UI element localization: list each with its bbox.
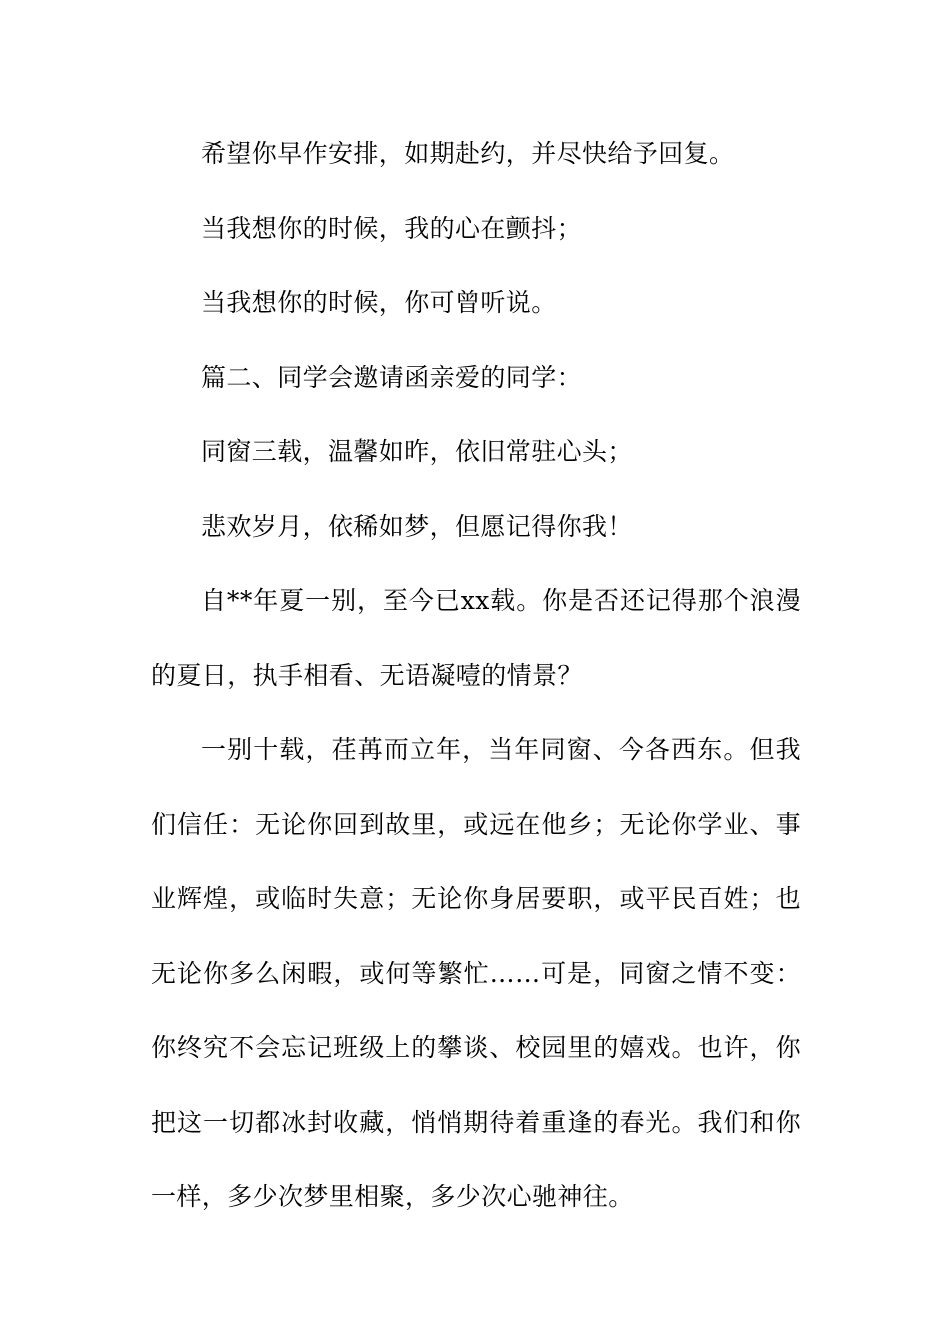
paragraph-joys-sorrows: 悲欢岁月，依稀如梦，但愿记得你我！	[201, 511, 633, 541]
paragraph-three-years: 同窗三载，温馨如昨，依旧常驻心头；	[201, 437, 633, 466]
paragraph-heart-trembles: 当我想你的时候，我的心在颤抖；	[201, 213, 583, 243]
section-heading-invitation: 篇二、同学会邀请函亲爱的同学：	[201, 362, 583, 392]
paragraph-ten-years: 一别十载，荏苒而立年，当年同窗、今各西东。但我们信任：无论你回到故里，或远在他乡；无论你学业、事业辉煌，或临时失意；无论你身居要职，或平民百姓；也无论你多么闲暇，或何等繁忙……可是，同窗之情不变：你终究不会忘记班级上的攀谈、校园里的嬉戏。也许，你把这一切都冰封收藏，悄悄期待着重逢的春光。我们和你一样，多少次梦里相聚，多少次心驰神往。	[151, 735, 801, 1211]
paragraph-reply-request: 希望你早作安排，如期赴约，并尽快给予回复。	[201, 139, 735, 168]
document-body	[151, 0, 801, 1235]
paragraph-have-you-heard: 当我想你的时候，你可曾听说。	[201, 288, 557, 317]
paragraph-summer-farewell: 自**年夏一别，至今已xx载。你是否还记得那个浪漫的夏日，执手相看、无语凝噎的情景？	[151, 586, 801, 690]
